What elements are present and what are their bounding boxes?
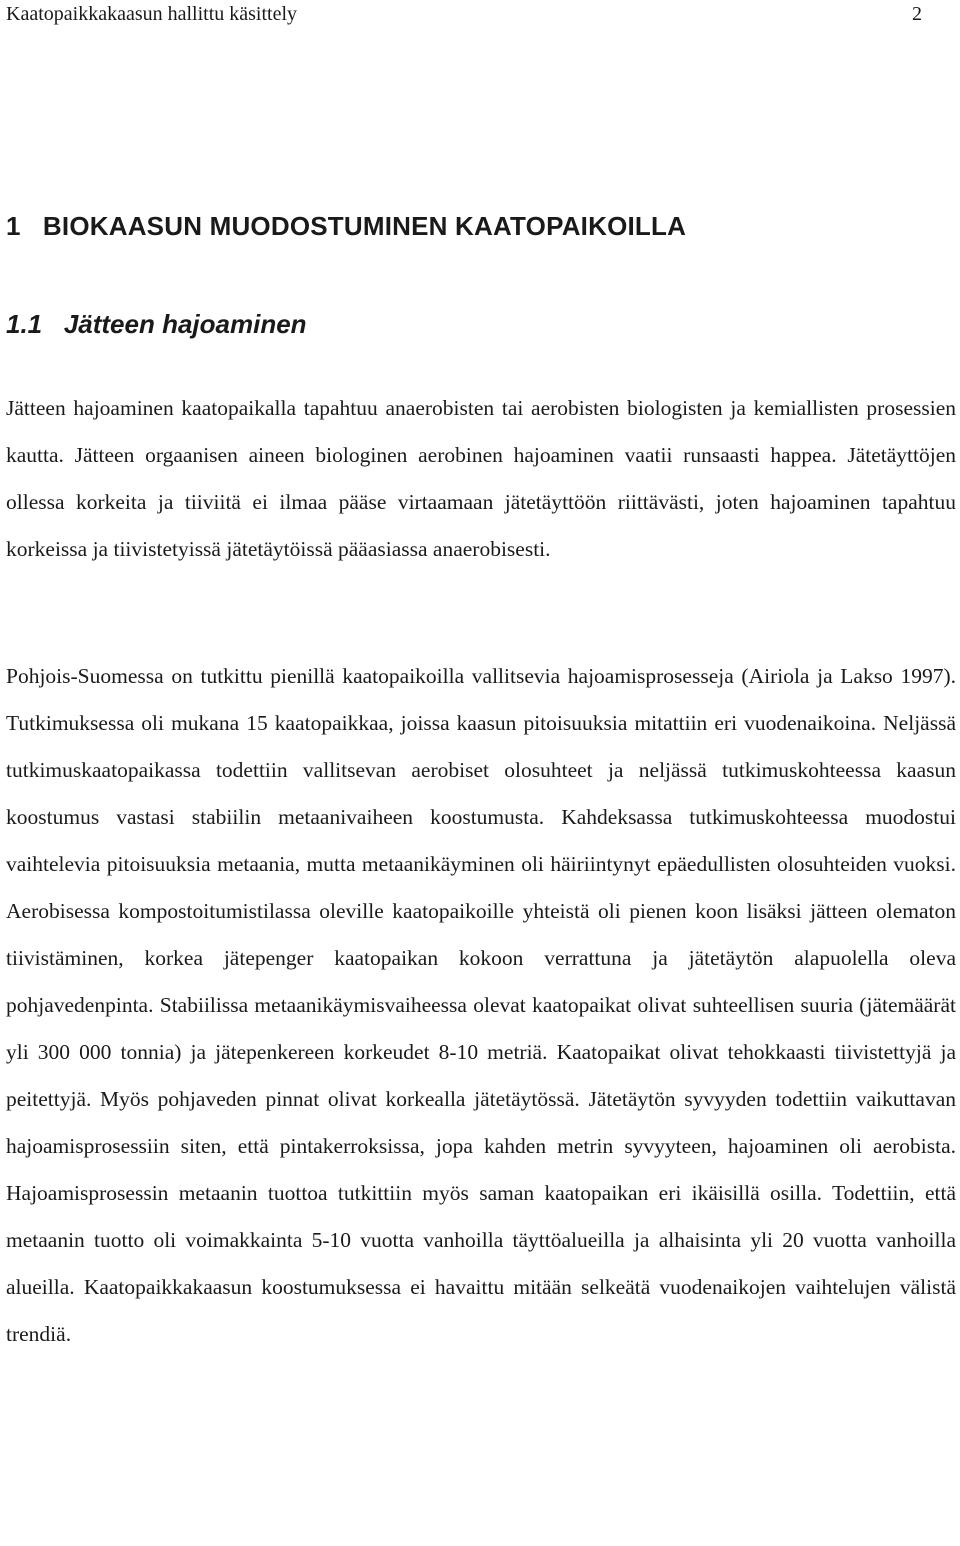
chapter-heading: 1 BIOKAASUN MUODOSTUMINEN KAATOPAIKOILLA: [6, 211, 687, 241]
body-paragraph: Jätteen hajoaminen kaatopaikalla tapahtuu anaerobisten tai aerobisten biologisten ja kemiallisten prosessien kautta. Jätteen orgaanisen aineen biologinen aerobinen hajoaminen vaatii runsaasti happea. Jätetäyttöjen ollessa korkeita ja tiiviitä ei ilmaa pääse virtaamaan jätetäyttöön riittävästi, joten hajoaminen tapahtuu korkeissa ja tiivistetyissä jätetäytöissä pääasiassa anaerobisesti.: [6, 396, 956, 561]
page-number: 2: [912, 3, 922, 25]
section-heading: 1.1 Jätteen hajoaminen: [6, 309, 307, 339]
running-header: [6, 2, 922, 26]
running-header-title: Kaatopaikkakaasun hallittu käsittely: [6, 3, 298, 25]
body-paragraph: Pohjois-Suomessa on tutkittu pienillä kaatopaikoilla vallitsevia hajoamisprosesseja (Airiola ja Lakso 1997). Tutkimuksessa oli mukana 15 kaatopaikkaa, joissa kaasun pitoisuuksia mitattiin eri vuodenaikoina. Neljässä tutkimuskaatopaikassa todettiin vallitsevan aerobiset olosuhteet ja neljässä tutkimuskohteessa kaasun koostumus vastasi stabiilin metaanivaiheen koostumusta. Kahdeksassa tutkimuskohteessa muodostui vaihtelevia pitoisuuksia metaania, mutta metaanikäyminen oli häiriintynyt epäedullisten olosuhteiden vuoksi. Aerobisessa kompostoitumistilassa oleville kaatopaikoille yhteistä oli pienen koon lisäksi jätteen olematon tiivistäminen, korkea jätepenger kaatopaikan kokoon verrattuna ja jätetäytön alapuolella oleva pohjavedenpinta. Stabiilissa metaanikäymisvaiheessa olevat kaatopaikat olivat suhteellisen suuria (jätemäärät yli 300 000 tonnia) ja jätepenkereen korkeudet 8-10 metriä. Kaatopaikat olivat tehokkaasti tiivistettyjä ja peitettyjä. Myös pohjaveden pinnat olivat korkealla jätetäytössä. Jätetäytön syvyyden todettiin vaikuttavan hajoamisprosessiin siten, että pintakerroksissa, jopa kahden metrin syvyyteen, hajoaminen oli aerobista. Hajoamisprosessin metaanin tuottoa tutkittiin myös saman kaatopaikan eri ikäisillä osilla. Todettiin, että metaanin tuotto oli voimakkainta 5-10 vuotta vanhoilla täyttöalueilla ja alhaisinta yli 20 vuotta vanhoilla alueilla. Kaatopaikkakaasun koostumuksessa ei havaittu mitään selkeätä vuodenaikojen vaihtelujen välistä trendiä.: [6, 664, 956, 1346]
